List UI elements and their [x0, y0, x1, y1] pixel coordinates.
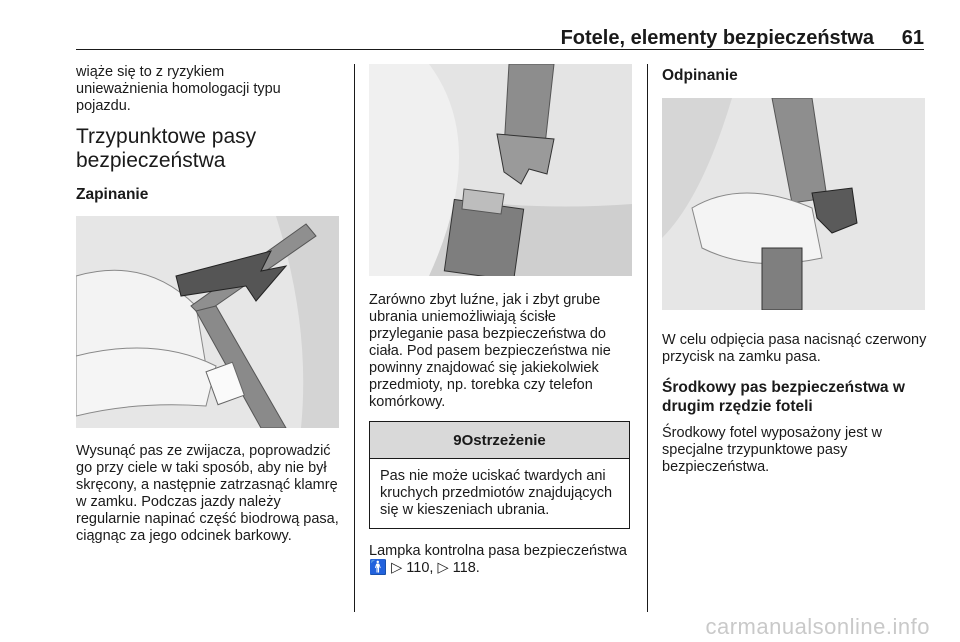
illustration-unfastening — [662, 98, 925, 310]
subheading-fastening: Zapinanie — [76, 186, 149, 203]
illustration-fastening — [76, 216, 339, 428]
warning-text: Pas nie może uciskać twardych ani kruchych przedmiotów znajdujących się w kieszeniach ubrania. — [380, 468, 613, 518]
column-3 — [662, 64, 927, 476]
warning-box — [369, 421, 630, 529]
page-number: 61 — [901, 27, 924, 49]
seatbelt-icon: 🚹 — [369, 560, 388, 576]
warning-header — [370, 422, 629, 459]
warning-icon: 9 — [453, 431, 462, 449]
clothing-text: Zarówno zbyt luźne, jak i zbyt grube ubrania uniemożliwiają ścisłe przyleganie pasa bezpieczeństwa do ciała. Pod pasem bezpieczeństwa nie powinny znajdować się jakiekolwiek przedmioty, np. torebka czy telefon komórkowy. — [369, 292, 611, 410]
subheading-unfastening: Odpinanie — [662, 67, 738, 84]
subheading-center-belt: Środkowy pas bezpieczeństwa w drugim rzędzie foteli — [662, 379, 905, 415]
column-divider-1 — [354, 64, 355, 612]
section-heading: Trzypunktowe pasy bezpieczeństwa — [76, 125, 257, 172]
center-belt-text: Środkowy fotel wyposażony jest w specjalne trzypunktowe pasy bezpieczeństwa. — [662, 425, 883, 475]
page-header-title: Fotele, elementy bezpieczeństwa — [560, 27, 874, 49]
watermark: carmanualsonline.info — [705, 614, 930, 639]
unfastening-text: W celu odpięcia pasa nacisnąć czerwony przycisk na zamku pasa. — [662, 332, 927, 365]
lamp-label: Lampka kontrolna pasa bezpieczeństwa — [369, 543, 627, 559]
warning-title: Ostrzeżenie — [461, 431, 546, 449]
column-divider-2 — [647, 64, 648, 612]
page-ref-1[interactable]: 110 — [406, 560, 430, 576]
illustration-buckle — [369, 64, 632, 276]
intro-text: wiąże się to z ryzykiem unieważnienia homologacji typu pojazdu. — [76, 64, 281, 114]
column-1 — [76, 64, 341, 545]
lamp-text: Lampka kontrolna pasa bezpieczeństwa 🚹 ▷ 110, ▷ 118. — [369, 543, 627, 576]
header-divider — [76, 49, 924, 50]
page-ref-2[interactable]: 118. — [452, 560, 480, 576]
column-2 — [369, 64, 634, 577]
ref-arrow-icon: ▷ — [391, 560, 403, 576]
fastening-text: Wysunąć pas ze zwijacza, poprowadzić go przy ciele w taki sposób, aby nie był skręcony, a następnie zatrzasnąć klamrę w zamku. Podczas jazdy należy regularnie napinać część biodrową pasa, ciągnąc za jego odcinek barkowy. — [76, 443, 339, 544]
ref-arrow-icon: ▷ — [437, 560, 449, 576]
